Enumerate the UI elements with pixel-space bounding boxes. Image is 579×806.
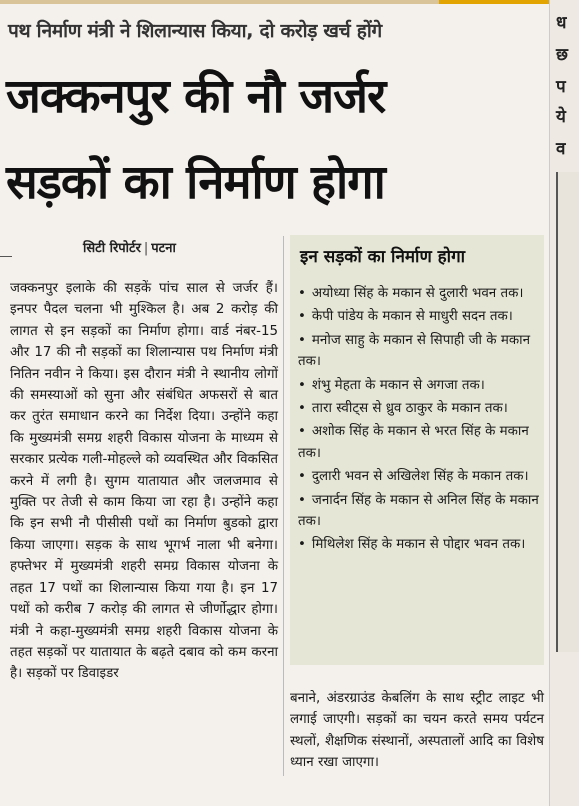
list-item: • तारा स्वीट्स से ध्रुव ठाकुर के मकान तक।	[298, 401, 508, 417]
sidebar-title: इन सड़कों का निर्माण होगा	[300, 247, 466, 267]
list-item: • दुलारी भवन से अखिलेश सिंह के मकान तक।	[298, 469, 529, 485]
bullet-icon: •	[298, 469, 306, 485]
edge-fragment: ये	[556, 107, 566, 127]
edge-fragment: व	[556, 139, 566, 159]
article-continuation: बनाने, अंडरग्राउंड केबलिंग के साथ स्ट्रीट लाइट भी लगाई जाएगी। सड़कों का चयन करते समय पर्यटन स्थलों, शैक्षणिक संस्थानों, अस्पतालों आदि का विशेष ध्यान रखा जाएगा।	[290, 691, 544, 771]
bullet-icon: •	[298, 286, 306, 301]
top-color-bar	[0, 0, 579, 4]
bullet-icon: •	[298, 492, 306, 508]
edge-fragment: ध	[556, 13, 567, 33]
bullet-icon: •	[298, 332, 306, 348]
headline-line-1: जक्कनपुर की नौ जर्जर	[6, 69, 386, 124]
byline: सिटी रिपोर्टर | पटना	[83, 241, 176, 256]
bullet-icon: •	[298, 424, 306, 440]
list-item: • केपी पांडेय के मकान से माधुरी सदन तक।	[298, 309, 513, 325]
bullet-icon: •	[298, 377, 306, 393]
roads-list	[298, 283, 540, 558]
edge-fragment: प	[556, 77, 566, 97]
kicker-headline: पथ निर्माण मंत्री ने शिलान्यास किया, दो करोड़ खर्च होंगे	[8, 20, 382, 42]
list-item: • जनार्दन सिंह के मकान से अनिल सिंह के मकान तक।	[298, 492, 539, 530]
byline-rule	[0, 256, 12, 257]
list-item: • अयोध्या सिंह के मकान से दुलारी भवन तक।	[298, 286, 524, 301]
byline-reporter: सिटी रिपोर्टर	[83, 241, 141, 256]
bullet-icon: •	[298, 537, 306, 553]
bullet-icon: •	[298, 309, 306, 325]
list-item: • शंभु मेहता के मकान से अगजा तक।	[298, 377, 485, 393]
roads-sidebar-box	[290, 235, 544, 665]
list-item: • मिथिलेश सिंह के मकान से पोद्दार भवन तक।	[298, 537, 526, 553]
list-item: • अशोक सिंह के मकान से भरत सिंह के मकान तक।	[298, 424, 529, 461]
list-item: • मनोज साहु के मकान से सिपाही जी के मकान तक।	[298, 332, 531, 370]
edge-fragment: छ	[556, 45, 568, 65]
article-body: जक्कनपुर इलाके की सड़कें पांच साल से जर्जर हैं। इनपर पैदल चलना भी मुश्किल है। अब 2 करोड़ की लागत से इन सड़कों का निर्माण होगा। वार्ड नंबर-15 और 17 की नौ सड़कों का शिलान्यास पथ निर्माण मंत्री नितिन नवीन ने किया। इस दौरान मंत्री ने स्थानीय लोगों की समस्याओं को सुना और संबंधित अफसरों से बात कर तुरंत समाधान करने का निर्देश दिया। उन्होंने कहा कि मुख्यमंत्री समग्र शहरी विकास योजना के माध्यम से सरकार प्रत्येक गली-मोहल्ले को व्यवस्थित और विकसित करने में लगी है। सुगम यातायात और जलजमाव से मुक्ति पर तेजी से काम किया जा रहा है। उन्होंने कहा कि इन सभी नौ पीसीसी पथों का निर्माण बुडको द्वारा किया जाएगा। सड़क के साथ भूगर्भ नाला भी बनेगा। हफ्तेभर में मुख्यमंत्री शहरी समग्र विकास योजना के तहत 17 पथों का शिलान्यास किया गया है। इन 17 पथों को करीब 7 करोड़ की लागत से जीर्णोद्धार होगा। मंत्री ने कहा-मुख्यमंत्री समग्र शहरी विकास योजना के तहत सड़कों पर यातायात के बढ़ते दबाव को कम करना है। सड़कों पर डिवाइडर	[10, 281, 278, 682]
headline-line-2: सड़कों का निर्माण होगा	[6, 155, 385, 210]
bullet-icon: •	[298, 401, 306, 417]
column-separator	[283, 236, 284, 776]
adjacent-photo-edge	[556, 172, 579, 652]
byline-city: पटना	[151, 241, 176, 256]
